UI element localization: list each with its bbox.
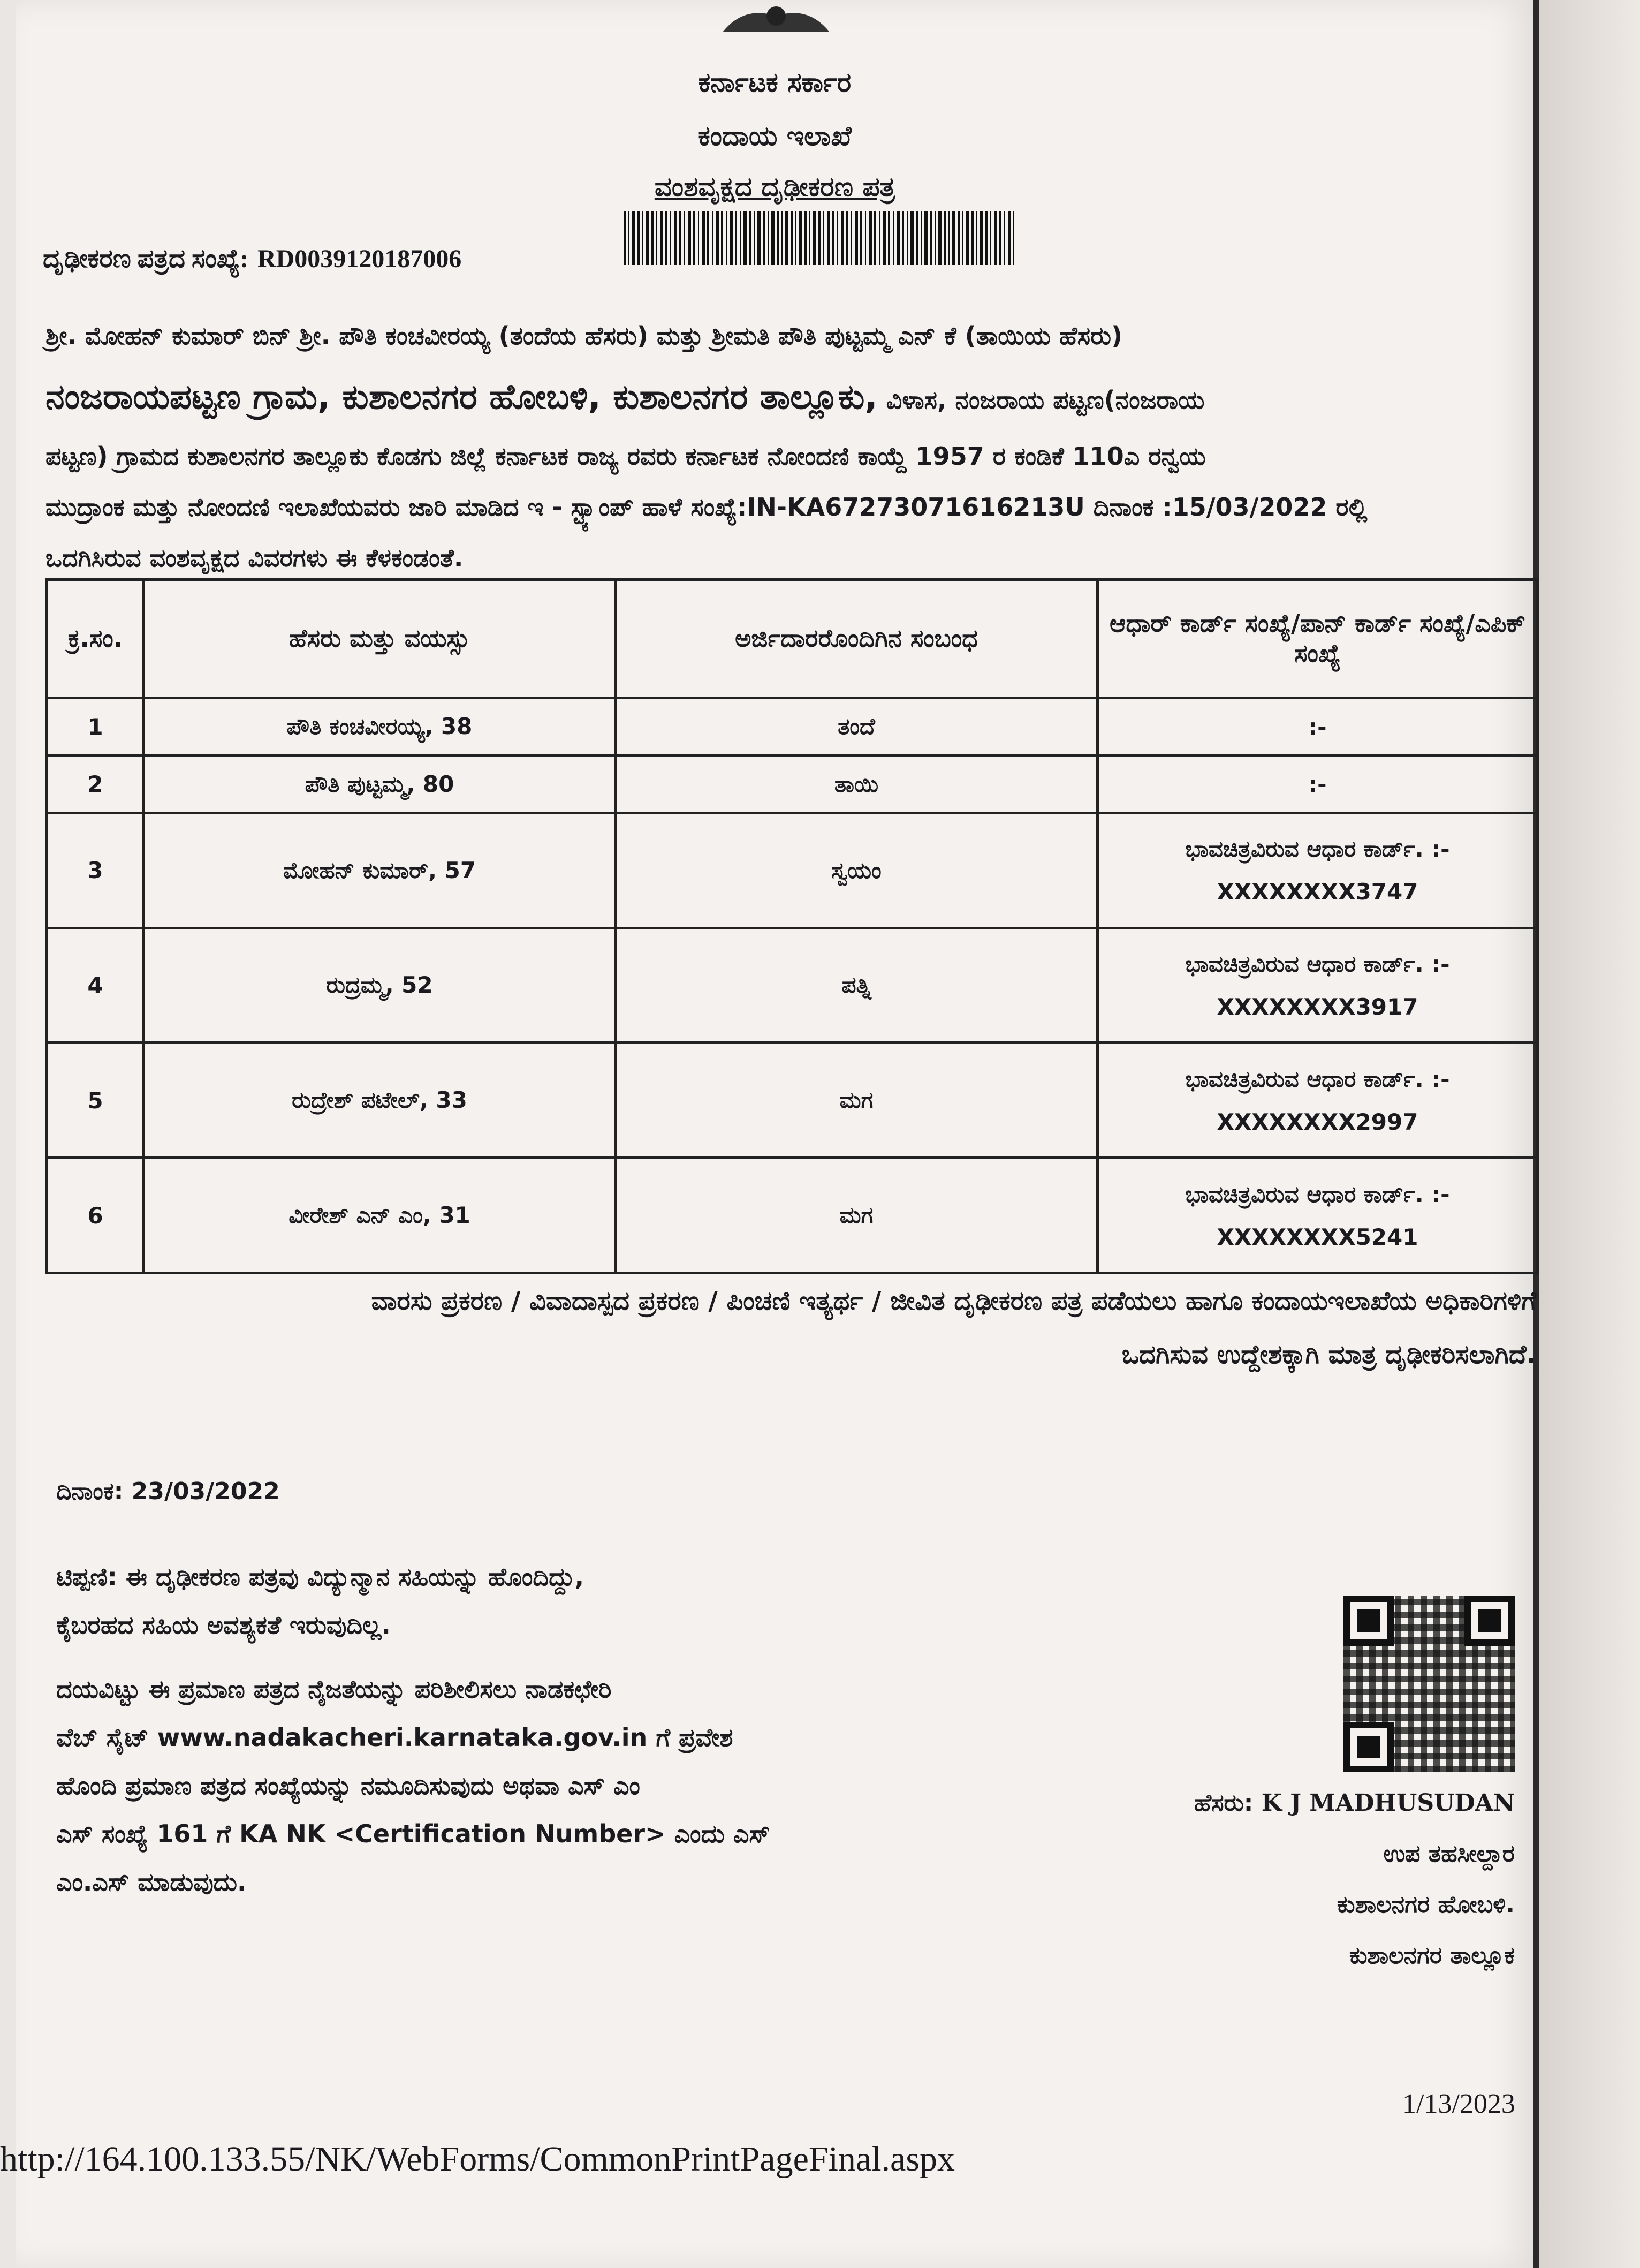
row-relation: ತಾಯಿ <box>616 755 1098 813</box>
row-id-label: ಭಾವಚಿತ್ರವಿರುವ ಆಧಾರ ಕಾರ್ಡ್. :- <box>1185 1065 1450 1092</box>
row-name-age: ಪೌತಿ ಪುಟ್ಟಮ್ಮ, 80 <box>144 755 616 813</box>
row-id-value: XXXXXXXX2997 <box>1217 1108 1418 1135</box>
document-title: ವಂಶವೃಕ್ಷದ ದೃಢೀಕರಣ ಪತ್ರ <box>654 171 895 202</box>
intro-line-3: ಪಟ್ಟಣ) ಗ್ರಾಮದ ಕುಶಾಲನಗರ ತಾಲ್ಲೂಕು ಕೊಡಗು ಜಿಲ್ಲೆ ಕರ್ನಾಟಕ ರಾಜ್ಯ ರವರು ಕರ್ನಾಟಕ ನೋಂದಣಿ ಕಾಯ್ದೆ 1957 ರ ಕಂಡಿಕೆ 110ಎ ರನ್ವಯ <box>45 442 1206 471</box>
column-header-relation: ಅರ್ಜಿದಾರರೊಂದಿಗಿನ ಸಂಬಂಧ <box>616 580 1098 698</box>
row-id <box>1098 1158 1538 1273</box>
certificate-number <box>43 244 461 274</box>
row-name-age: ಪೌತಿ ಕಂಚವೀರಯ್ಯ, 38 <box>144 698 616 755</box>
table-row <box>47 1158 1538 1273</box>
certificate-number-label: ದೃಢೀಕರಣ ಪತ್ರದ ಸಂಖ್ಯೆ: <box>43 245 249 273</box>
intro-line-4: ಮುದ್ರಾಂಕ ಮತ್ತು ನೋಂದಣಿ ಇಲಾಖೆಯವರು ಜಾರಿ ಮಾಡಿದ ಇ - ಸ್ಟ್ಯಾಂಪ್ ಹಾಳೆ ಸಂಖ್ಯೆ:IN-KA67273071616213U ದಿನಾಂಕ :15/03/2022 ರಲ್ಲಿ <box>45 493 1368 521</box>
row-relation: ತಂದೆ <box>616 698 1098 755</box>
table-header-row <box>47 580 1538 698</box>
table-row <box>47 813 1538 928</box>
row-id-label: :- <box>1308 713 1327 740</box>
note-line: ಎಂ.ಎಸ್ ಮಾಡುವುದು. <box>56 1868 247 1896</box>
issue-date-label: ದಿನಾಂಕ: <box>56 1478 124 1505</box>
certificate-number-value: RD0039120187006 <box>257 245 462 273</box>
verification-note <box>56 1553 770 1906</box>
print-date: 1/13/2023 <box>1402 2089 1515 2119</box>
qr-finder-pattern <box>1343 1596 1394 1646</box>
purpose-line-2: ಒದಗಿಸುವ ಉದ್ದೇಶಕ್ಕಾಗಿ ಮಾತ್ರ ದೃಢೀಕರಿಸಲಾಗಿದೆ. <box>1121 1340 1536 1370</box>
note-line: ಕೈಬರಹದ ಸಹಿಯ ಅವಶ್ಯಕತೆ ಇರುವುದಿಲ್ಲ. <box>56 1611 391 1639</box>
row-serial: 1 <box>47 698 144 755</box>
column-header-serial: ಕ್ರ.ಸಂ. <box>47 580 144 698</box>
row-serial: 4 <box>47 928 144 1043</box>
row-name-age: ವೀರೇಶ್ ಎನ್ ಎಂ, 31 <box>144 1158 616 1273</box>
row-name-age: ಮೋಹನ್ ಕುಮಾರ್, 57 <box>144 813 616 928</box>
signatory-hobli: ಕುಶಾಲನಗರ ಹೋಬಳಿ. <box>1337 1891 1515 1918</box>
table-row <box>47 755 1538 813</box>
row-serial: 3 <box>47 813 144 928</box>
certificate-page <box>16 0 1539 2268</box>
row-id <box>1098 813 1538 928</box>
row-serial: 6 <box>47 1158 144 1273</box>
intro-line-5: ಒದಗಿಸಿರುವ ವಂಶವೃಕ್ಷದ ವಿವರಗಳು ಈ ಕೆಳಕಂಡಂತೆ. <box>45 543 464 572</box>
row-relation: ಸ್ವಯಂ <box>616 813 1098 928</box>
row-id-label: ಭಾವಚಿತ್ರವಿರುವ ಆಧಾರ ಕಾರ್ಡ್. :- <box>1185 836 1450 863</box>
print-url: http://164.100.133.55/NK/WebForms/CommonPrintPageFinal.aspx <box>0 2140 955 2179</box>
background-edge <box>1539 0 1640 2268</box>
signatory-name-label: ಹೆಸರು: <box>1194 1789 1254 1817</box>
row-id-label: ಭಾವಚಿತ್ರವಿರುವ ಆಧಾರ ಕಾರ್ಡ್. :- <box>1185 1181 1450 1207</box>
row-serial: 5 <box>47 1043 144 1158</box>
column-header-name-age: ಹೆಸರು ಮತ್ತು ವಯಸ್ಸು <box>144 580 616 698</box>
row-id <box>1098 698 1538 755</box>
row-id-value: XXXXXXXX5241 <box>1217 1223 1418 1250</box>
row-id-label: ಭಾವಚಿತ್ರವಿರುವ ಆಧಾರ ಕಾರ್ಡ್. :- <box>1185 950 1450 977</box>
department-name: ಕಂದಾಯ ಇಲಾಖೆ <box>698 120 852 152</box>
note-line: ಟಿಪ್ಪಣಿ: ಈ ದೃಢೀಕರಣ ಪತ್ರವು ವಿದ್ಯುನ್ಮಾನ ಸಹಿಯನ್ನು ಹೊಂದಿದ್ದು, <box>56 1562 584 1591</box>
issue-date <box>56 1478 280 1505</box>
family-tree-table <box>45 578 1539 1274</box>
qr-finder-pattern <box>1464 1596 1515 1646</box>
intro-paragraph <box>45 305 1533 584</box>
row-id <box>1098 1043 1538 1158</box>
issue-date-value: 23/03/2022 <box>131 1478 280 1505</box>
signatory-block <box>1172 1778 1515 1981</box>
intro-line-1: ಶ್ರೀ. ಮೋಹನ್ ಕುಮಾರ್ ಬಿನ್ ಶ್ರೀ. ಪೌತಿ ಕಂಚವೀರಯ್ಯ (ತಂದೆಯ ಹೆಸರು) ಮತ್ತು ಶ್ರೀಮತಿ ಪೌತಿ ಪುಟ್ಟಮ್ಮ ಎನ್ ಕೆ (ತಾಯಿಯ ಹೆಸರು) <box>45 321 1123 350</box>
barcode-icon <box>624 211 1014 265</box>
table-row <box>47 928 1538 1043</box>
purpose-line-1: ವಾರಸು ಪ್ರಕರಣ / ವಿವಾದಾಸ್ಪದ ಪ್ರಕರಣ / ಪಿಂಚಣಿ ಇತ್ಯರ್ಥ / ಜೀವಿತ ದೃಢೀಕರಣ ಪತ್ರ ಪಡೆಯಲು ಹಾಗೂ ಕಂದಾಯಇಲಾಖೆಯ ಅಧಿಕಾರಿಗಳಿಗೆ <box>371 1286 1536 1316</box>
row-relation: ಮಗ <box>616 1043 1098 1158</box>
note-line: ಎಸ್ ಸಂಖ್ಯೆ 161 ಗೆ KA NK <Certification Number> ಎಂದು ಎಸ್ <box>56 1819 770 1848</box>
row-id-value: XXXXXXXX3917 <box>1217 993 1418 1020</box>
signatory-name-line <box>1172 1778 1515 1828</box>
state-emblem-icon <box>712 0 840 37</box>
qr-finder-pattern <box>1343 1722 1394 1772</box>
column-header-id-number: ಆಧಾರ್ ಕಾರ್ಡ್ ಸಂಖ್ಯೆ/ಪಾನ್ ಕಾರ್ಡ್ ಸಂಖ್ಯೆ/ಎಪಿಕ್ ಸಂಖ್ಯೆ <box>1098 580 1538 698</box>
row-relation: ಮಗ <box>616 1158 1098 1273</box>
note-line: ದಯವಿಟ್ಟು ಈ ಪ್ರಮಾಣ ಪತ್ರದ ನೈಜತೆಯನ್ನು ಪರಿಶೀಲಿಸಲು ನಾಡಕಛೇರಿ <box>56 1675 612 1704</box>
row-id-value: XXXXXXXX3747 <box>1217 879 1418 905</box>
table-row <box>47 698 1538 755</box>
signatory-designation: ಉಪ ತಹಸೀಲ್ದಾರ <box>1383 1840 1515 1868</box>
purpose-statement <box>112 1274 1536 1381</box>
intro-line-2-place: ನಂಜರಾಯಪಟ್ಟಣ ಗ್ರಾಮ, ಕುಶಾಲನಗರ ಹೋಬಳಿ, ಕುಶಾಲನಗರ ತಾಲ್ಲೂಕು, <box>45 377 878 417</box>
intro-line-2 <box>45 367 1533 431</box>
row-serial: 2 <box>47 755 144 813</box>
note-line: ವೆಬ್ ಸೈಟ್ www.nadakacheri.karnataka.gov.in ಗೆ ಪ್ರವೇಶ <box>56 1723 733 1752</box>
government-name: ಕರ್ನಾಟಕ ಸರ್ಕಾರ <box>698 67 852 98</box>
intro-line-2-address: ವಿಳಾಸ, ನಂಜರಾಯ ಪಟ್ಟಣ(ನಂಜರಾಯ <box>886 385 1205 414</box>
table-row <box>47 1043 1538 1158</box>
row-name-age: ರುದ್ರೇಶ್ ಪಟೇಲ್, 33 <box>144 1043 616 1158</box>
row-relation: ಪತ್ನಿ <box>616 928 1098 1043</box>
row-id-label: :- <box>1308 771 1327 798</box>
signatory-taluk: ಕುಶಾಲನಗರ ತಾಲ್ಲೂಕ <box>1349 1942 1515 1969</box>
note-line: ಹೊಂದಿ ಪ್ರಮಾಣ ಪತ್ರದ ಸಂಖ್ಯೆಯನ್ನು ನಮೂದಿಸುವುದು ಅಥವಾ ಎಸ್ ಎಂ <box>56 1771 640 1800</box>
row-id <box>1098 755 1538 813</box>
signatory-name: K J MADHUSUDAN <box>1261 1789 1515 1817</box>
qr-code-icon <box>1343 1596 1515 1772</box>
row-name-age: ರುದ್ರಮ್ಮ, 52 <box>144 928 616 1043</box>
row-id <box>1098 928 1538 1043</box>
